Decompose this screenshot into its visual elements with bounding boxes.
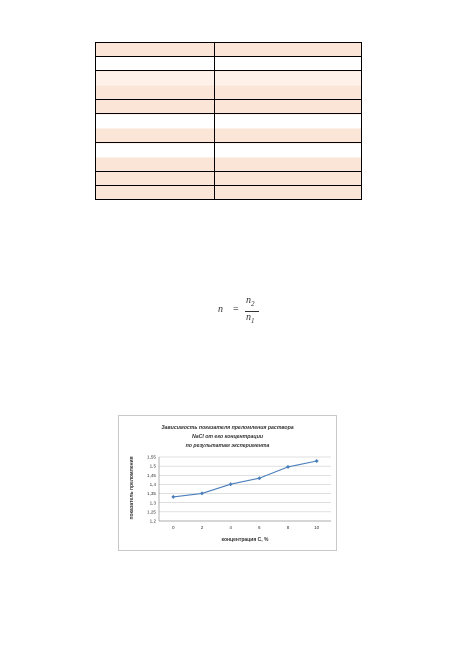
chart-title-line: Зависимость показателя преломления раствора	[161, 425, 294, 431]
table-cell	[215, 57, 362, 71]
table-cell	[215, 43, 362, 57]
table-cell	[96, 172, 215, 186]
y-tick-label: 1,2	[149, 518, 156, 524]
x-tick-label: 8	[286, 525, 290, 530]
table-cell	[96, 57, 215, 71]
table-row	[96, 114, 362, 143]
table-row	[96, 172, 362, 186]
table-cell	[96, 114, 215, 143]
chart-title-line: по результатам эксперимента	[185, 443, 270, 449]
data-point	[286, 465, 290, 469]
formula-equals: =	[233, 304, 239, 315]
table-cell	[96, 100, 215, 114]
table-cell	[96, 71, 215, 100]
data-point	[171, 495, 175, 499]
y-tick-label: 1,25	[147, 509, 156, 515]
table-row	[96, 100, 362, 114]
chart-title-line: NaCl от его концентрации	[191, 434, 264, 440]
data-point	[200, 491, 204, 495]
data-point	[315, 459, 319, 463]
data-table	[95, 42, 362, 200]
table-cell	[215, 100, 362, 114]
y-tick-label: 1,4	[149, 482, 156, 488]
x-tick-label: 4	[229, 525, 232, 530]
x-tick-label: 0	[172, 525, 175, 530]
table-cell	[215, 186, 362, 200]
table-cell	[96, 43, 215, 57]
formula-numerator	[246, 295, 255, 308]
table-cell	[215, 172, 362, 186]
y-tick-label: 1,45	[147, 472, 156, 478]
x-tick-label: 6	[258, 525, 261, 530]
denominator-sub: 1	[251, 317, 255, 325]
table-cell	[215, 143, 362, 172]
table-cell	[215, 71, 362, 100]
denominator-var: n	[246, 312, 251, 323]
table-row	[96, 71, 362, 100]
table-row	[96, 143, 362, 172]
table-row	[96, 186, 362, 200]
table-row	[96, 57, 362, 71]
data-point	[257, 476, 261, 480]
chart-svg	[119, 416, 336, 550]
y-tick-label: 1,55	[147, 454, 156, 460]
y-axis-label: показатель преломления	[129, 456, 135, 520]
formula-denominator	[246, 312, 255, 325]
table-row	[96, 43, 362, 57]
data-point	[229, 482, 233, 486]
y-tick-label: 1,3	[149, 500, 156, 506]
y-tick-label: 1,35	[147, 491, 156, 497]
formula-lhs: n	[218, 304, 223, 315]
numerator-sub: 2	[251, 300, 255, 308]
x-axis-label: концентрация С, %	[221, 537, 269, 543]
table-cell	[215, 114, 362, 143]
numerator-var: n	[246, 295, 251, 306]
refraction-chart	[118, 415, 337, 551]
y-tick-label: 1,5	[149, 463, 156, 469]
table-cell	[96, 143, 215, 172]
table-cell	[96, 186, 215, 200]
x-tick-label: 2	[200, 525, 204, 530]
x-tick-label: 10	[314, 525, 320, 530]
